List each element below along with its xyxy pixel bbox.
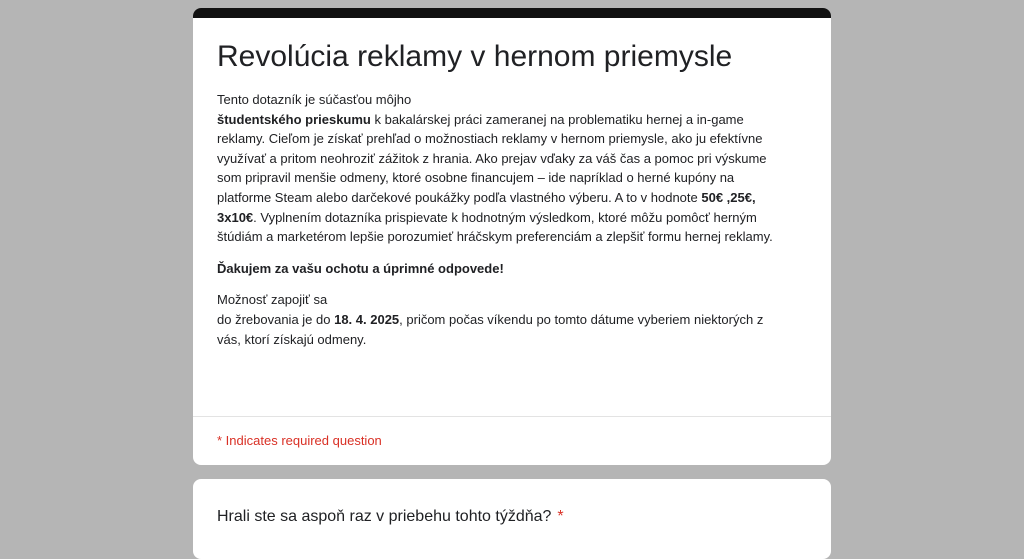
header-body bbox=[193, 18, 831, 349]
header-divider bbox=[193, 416, 831, 417]
header-accent-bar bbox=[193, 8, 831, 18]
required-note: * Indicates required question bbox=[217, 433, 382, 448]
intro-text-b: k bakalárskej práci zameranej na problematiku hernej a in-game reklamy. Cieľom je získať prehľad o možnostiach reklamy v hernom priemysle, ako ju efektívne využívať a pritom neohroziť zážitok z hrania. Ako prejav vďaky za váš čas a pomoc pri výskume som pripravil menšie odmeny, ktoré osobne financujem – ide napríklad o herné kupóny na platforme Steam alebo darčekové poukážky podľa vlastného výberu. A to v hodnote bbox=[217, 111, 767, 205]
deadline-date: 18. 4. 2025 bbox=[334, 311, 400, 327]
deadline-text-a: Možnosť zapojiť sa bbox=[217, 292, 328, 308]
intro-text-a: Tento dotazník je súčasťou môjho bbox=[217, 92, 412, 107]
description-paragraph-1 bbox=[217, 90, 777, 247]
intro-bold-survey: študentského prieskumu bbox=[217, 111, 371, 127]
deadline-text-b: do žrebovania je do bbox=[217, 311, 335, 327]
intro-text-c: . Vyplnením dotazníka prispievate k hodnotným výsledkom, ktoré môžu pomôcť herným štúdiám a marketérom lepšie porozumieť hráčskym preferenciám a zlepšiť formu hernej reklamy. bbox=[217, 209, 773, 245]
required-asterisk: * bbox=[557, 508, 564, 525]
form-description bbox=[217, 90, 777, 349]
description-paragraph-2 bbox=[217, 259, 777, 279]
form-header-card bbox=[193, 8, 831, 465]
form-title: Revolúcia reklamy v hernom priemysle bbox=[217, 40, 733, 73]
intro-amounts: 50€ ,25€, 3x10€ bbox=[217, 189, 756, 225]
deadline-text-c: , pričom počas víkendu po tomto dátume vyberiem niektorých z vás, ktorí získajú odmeny. bbox=[217, 311, 764, 347]
question-text: Hrali ste sa aspoň raz v priebehu tohto týždňa? bbox=[217, 508, 552, 525]
description-paragraph-3 bbox=[217, 290, 777, 349]
question-title bbox=[217, 508, 564, 526]
thanks-text: Ďakujem za vašu ochotu a úprimné odpovede! bbox=[217, 260, 504, 276]
question-card bbox=[193, 479, 831, 559]
